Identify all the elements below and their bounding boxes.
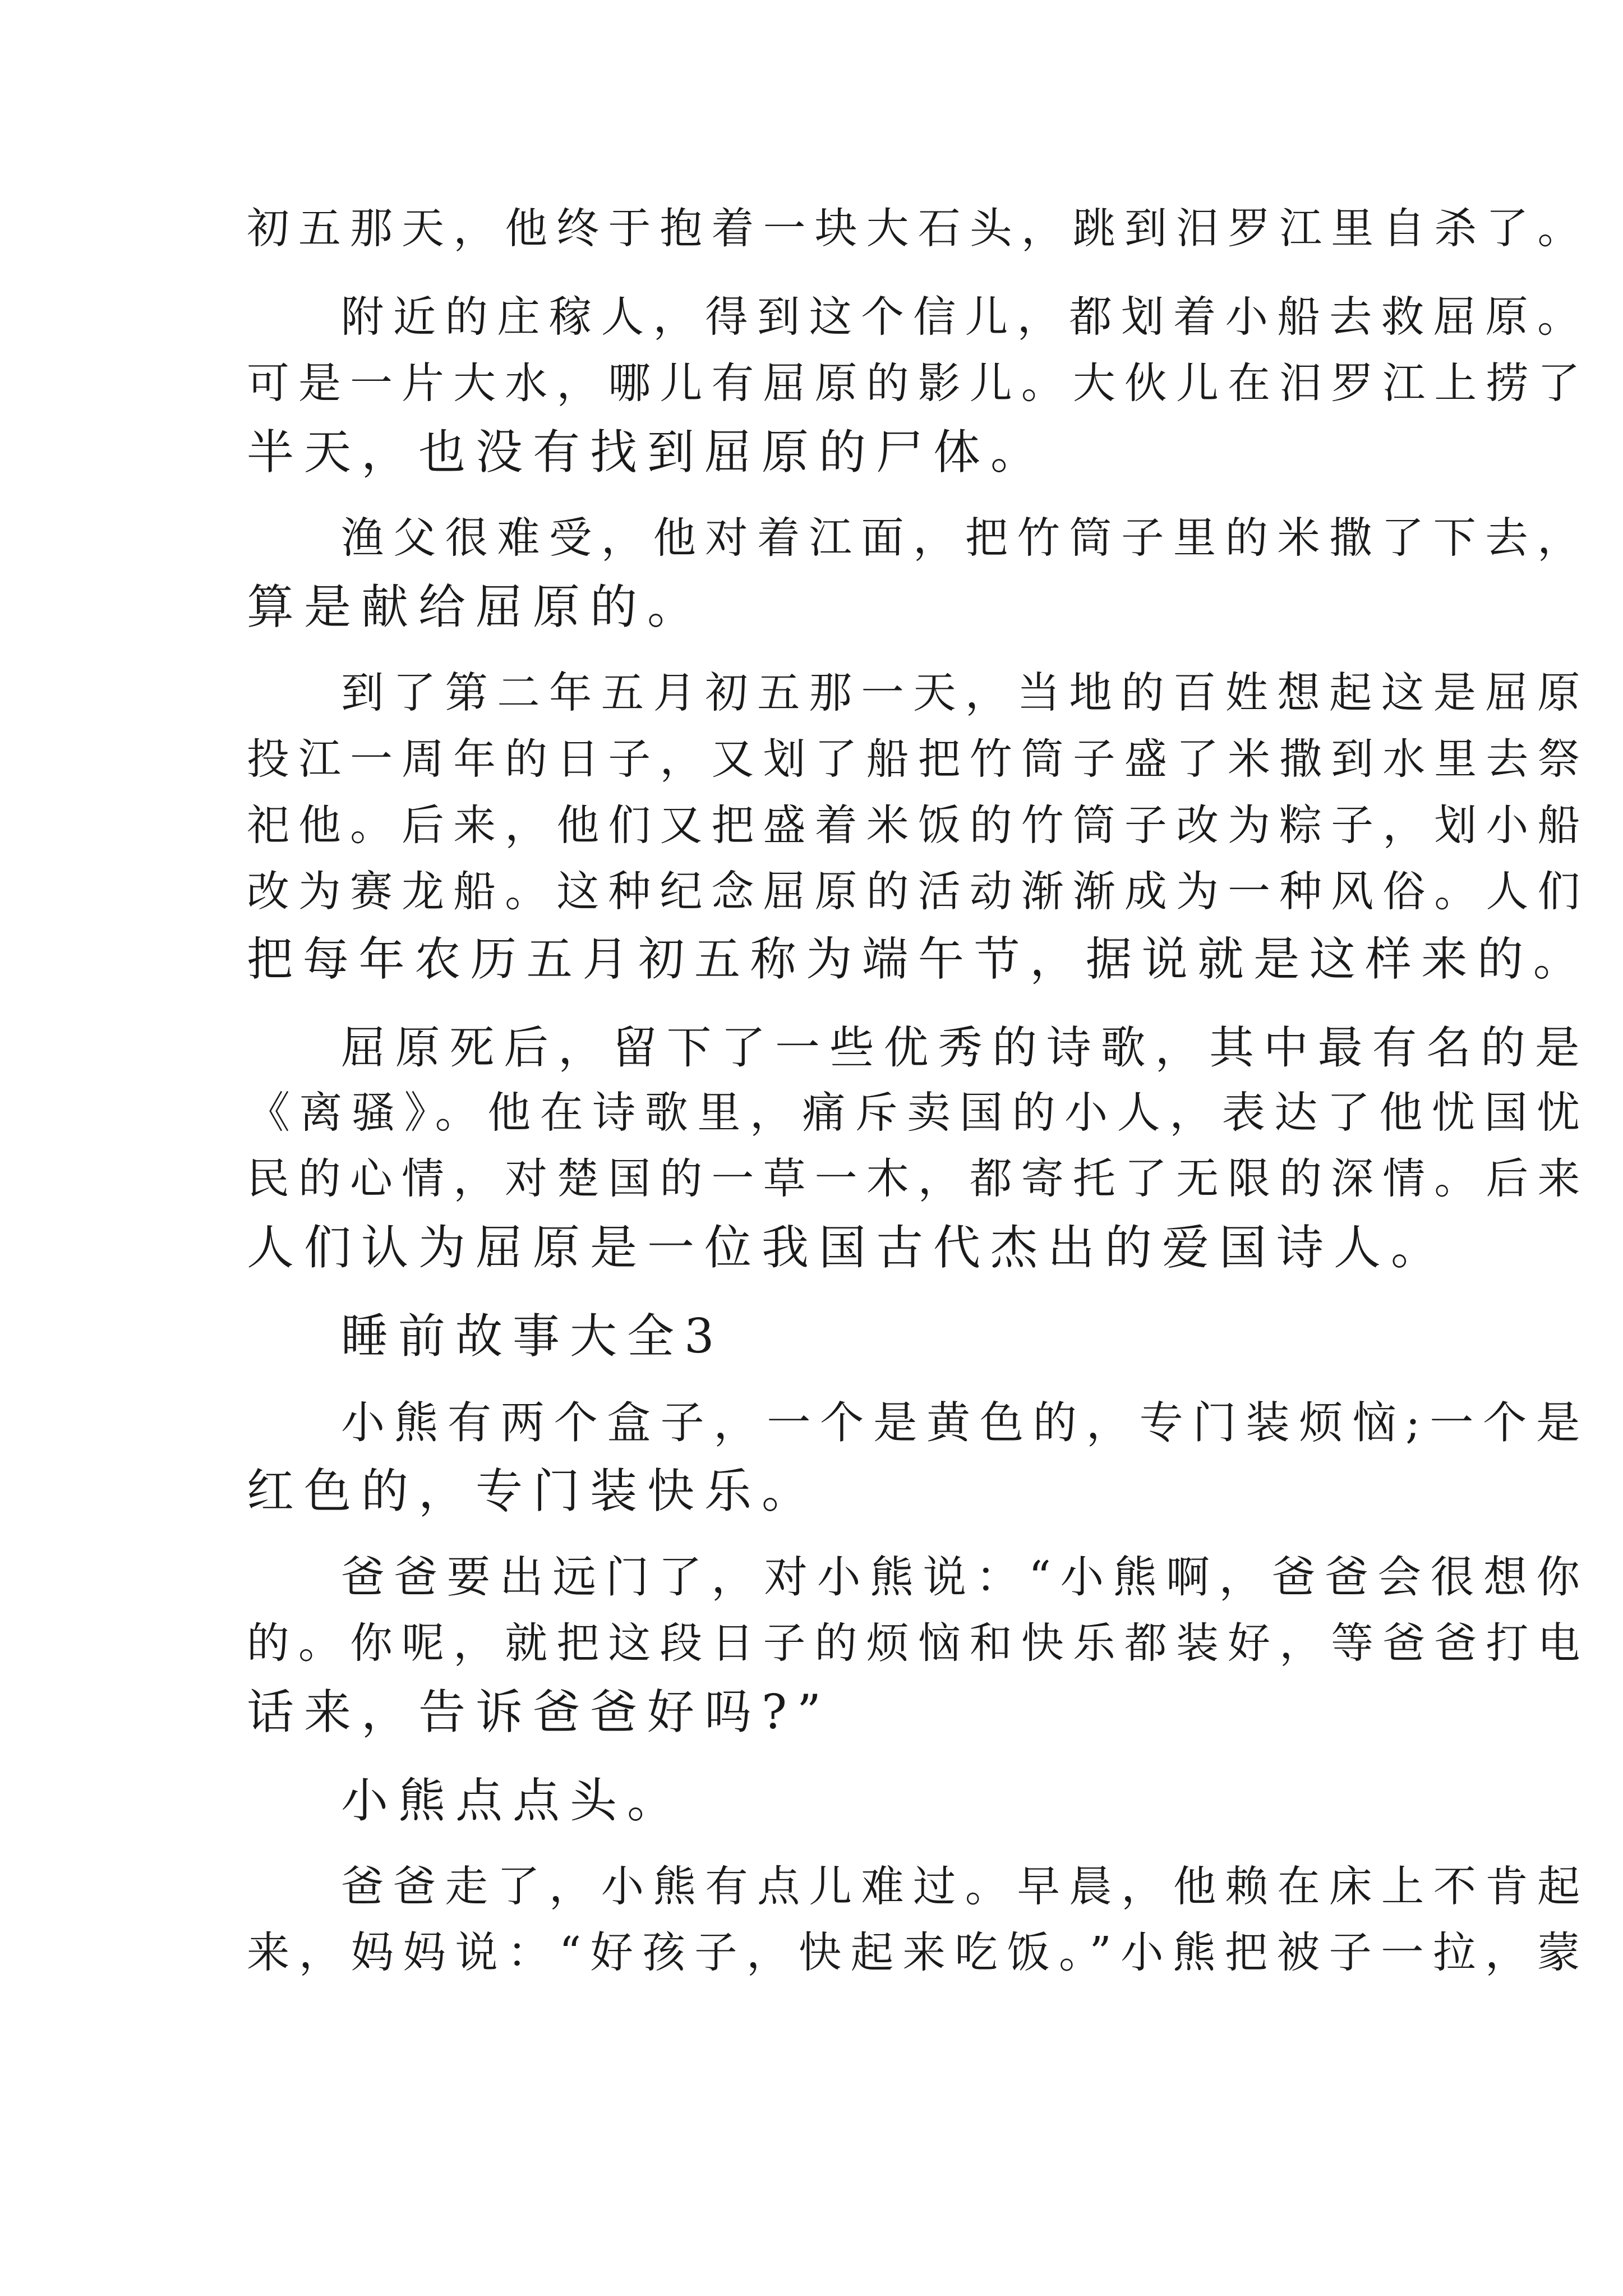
text-line: 渔父很难受，他对着江面，把竹筒子里的米撒了下去， [341, 513, 1589, 563]
text-line: 改为赛龙船。这种纪念屈原的活动渐渐成为一种风俗。人们 [247, 867, 1589, 916]
text-line: 投江一周年的日子，又划了船把竹筒子盛了米撒到水里去祭 [247, 734, 1589, 784]
section-heading: 睡前故事大全3 [341, 1309, 725, 1364]
text-line: 小熊点点头。 [341, 1773, 685, 1828]
text-line: 屈原死后，留下了一些优秀的诗歌，其中最有名的是 [341, 1022, 1589, 1074]
text-line: 爸爸走了，小熊有点儿难过。早晨，他赖在床上不肯起 [341, 1862, 1589, 1912]
text-line: 祀他。后来，他们又把盛着米饭的竹筒子改为粽子，划小船 [247, 800, 1589, 850]
text-line: 人们认为屈原是一位我国古代杰出的爱国诗人。 [247, 1220, 1449, 1275]
text-line: 小熊有两个盒子，一个是黄色的，专门装烦恼;一个是 [341, 1397, 1589, 1448]
text-line: 初五那天，他终于抱着一块大石头，跳到汨罗江里自杀了。 [247, 204, 1589, 253]
text-line: 爸爸要出远门了，对小熊说：“小熊啊，爸爸会很想你 [341, 1552, 1589, 1603]
text-line: 到了第二年五月初五那一天，当地的百姓想起这是屈原 [341, 668, 1589, 718]
text-line: 把每年农历五月初五称为端午节，据说就是这样来的。 [247, 933, 1589, 986]
text-line: 民的心情，对楚国的一草一木，都寄托了无限的深情。后来 [247, 1154, 1589, 1203]
text-line: 话来，告诉爸爸好吗?” [247, 1685, 831, 1740]
text-line: 附近的庄稼人，得到这个信儿，都划着小船去救屈原。 [341, 292, 1589, 342]
text-line: 《离骚》。他在诗歌里，痛斥卖国的小人，表达了他忧国忧 [247, 1088, 1589, 1138]
text-line: 红色的，专门装快乐。 [247, 1464, 819, 1519]
text-line: 半天，也没有找到屈原的尸体。 [247, 425, 1048, 480]
text-line: 算是献给屈原的。 [247, 579, 705, 634]
text-line: 来，妈妈说：“好孩子，快起来吃饭。”小熊把被子一拉，蒙 [247, 1928, 1589, 1978]
text-line: 可是一片大水，哪儿有屈原的影儿。大伙儿在汨罗江上捞了 [247, 358, 1589, 408]
text-line: 的。你呢，就把这段日子的烦恼和快乐都装好，等爸爸打电 [247, 1618, 1589, 1668]
